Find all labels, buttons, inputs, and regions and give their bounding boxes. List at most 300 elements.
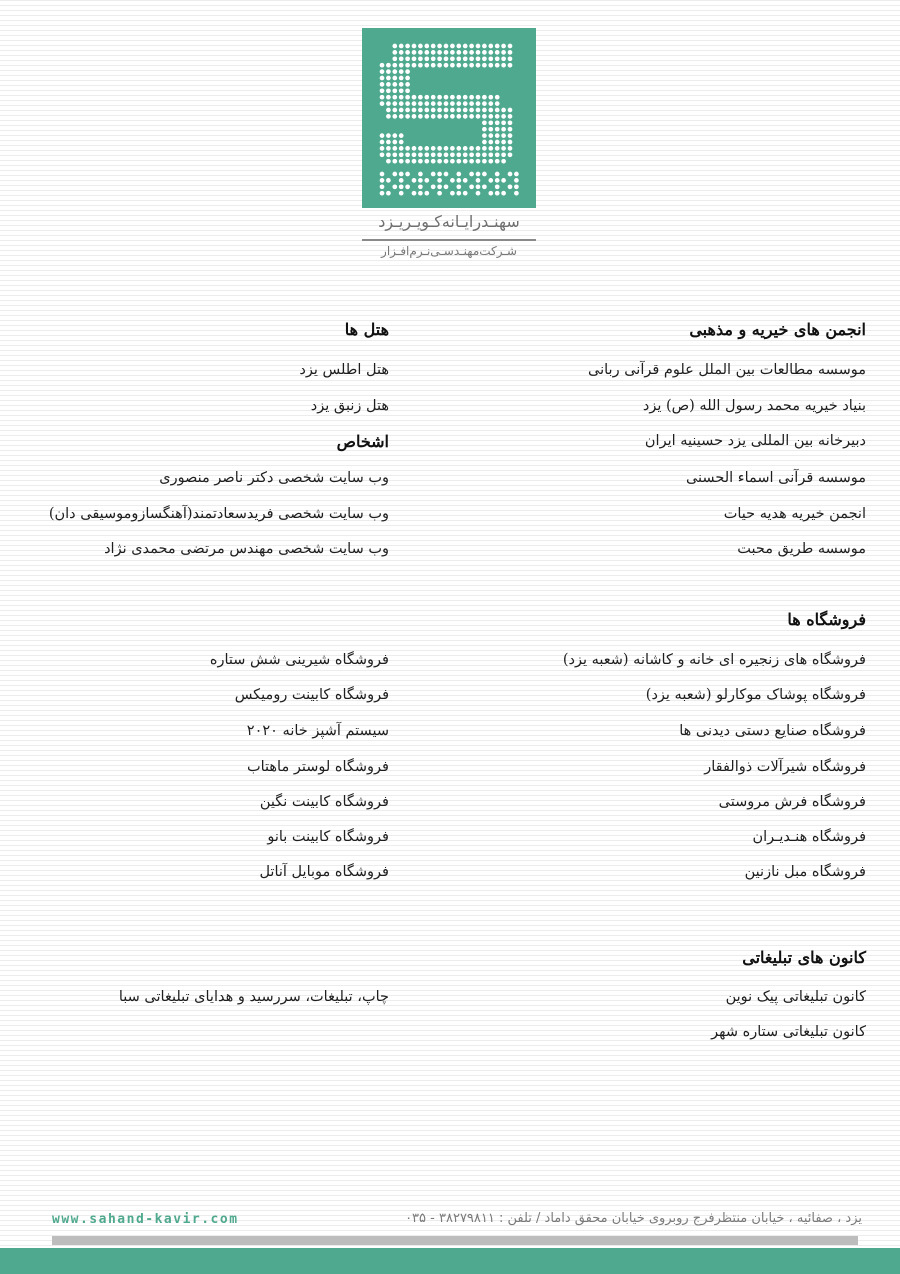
logo-dot (469, 56, 474, 61)
logo-dot (380, 88, 385, 93)
logo-dot (392, 44, 397, 49)
logo-dot (399, 114, 404, 119)
logo-dot (463, 44, 468, 49)
logo-dot (495, 63, 500, 68)
logo-dot (399, 82, 404, 87)
logo-dot (418, 50, 423, 55)
logo-dot (456, 152, 461, 157)
logo-dot (392, 95, 397, 100)
list-item: وب سایت شخصی مهندس مرتضی محمدی نژاد (104, 541, 389, 557)
logo-dot (508, 114, 513, 119)
logo-dot (444, 44, 449, 49)
logo-dot (482, 63, 487, 68)
logo-dot (437, 152, 442, 157)
logo-dot (399, 69, 404, 74)
logo-dot (469, 184, 474, 189)
logo-dot (476, 101, 481, 106)
logo-dot (456, 146, 461, 151)
logo-dot (418, 191, 423, 196)
logo-dot (399, 95, 404, 100)
list-item: موسسه مطالعات بین الملل علوم قرآنی ربانی (588, 362, 866, 378)
list-item: بنیاد خیریه محمد رسول الله (ص) یزد (642, 398, 866, 414)
logo-dot (412, 63, 417, 68)
logo-dot (488, 63, 493, 68)
logo-dot (476, 44, 481, 49)
logo-dot (450, 108, 455, 113)
logo-dot (431, 184, 436, 189)
logo-dot (380, 101, 385, 106)
logo-dot (508, 56, 513, 61)
logo-dot (469, 152, 474, 157)
brand-subtitle: شـرکت‌مهنـدسـی‌نـرم‌افـزار (381, 244, 517, 258)
logo-dot (431, 114, 436, 119)
logo-dot (424, 101, 429, 106)
logo-dot (476, 184, 481, 189)
logo-dot (399, 76, 404, 81)
brand-name: سهنـدرایـانه‌کـویـریـزد (378, 212, 520, 231)
logo-dot (424, 178, 429, 183)
logo-dot (476, 63, 481, 68)
logo-dot (444, 63, 449, 68)
logo-dot (508, 50, 513, 55)
logo-dot (463, 50, 468, 55)
logo-dot (456, 184, 461, 189)
logo-dot (437, 114, 442, 119)
logo-dot (482, 152, 487, 157)
logo-dot (392, 114, 397, 119)
logo-dot (488, 159, 493, 164)
logo-dot (488, 50, 493, 55)
logo-dot (444, 50, 449, 55)
logo-dot (399, 184, 404, 189)
logo-dot (469, 114, 474, 119)
logo-dot (469, 95, 474, 100)
logo-dot (424, 44, 429, 49)
logo-dot (380, 191, 385, 196)
logo-dot (501, 63, 506, 68)
logo-dot (386, 140, 391, 145)
logo-dot (431, 63, 436, 68)
logo-dot (431, 146, 436, 151)
logo-dot (488, 178, 493, 183)
logo-dot (495, 44, 500, 49)
logo-dot (392, 159, 397, 164)
logo-dot (495, 114, 500, 119)
list-item: چاپ، تبلیغات، سررسید و هدایای تبلیغاتی سبا (118, 989, 389, 1005)
logo-dot (482, 101, 487, 106)
logo-dot (431, 56, 436, 61)
logo-dot (399, 101, 404, 106)
list-item: فروشگاه شیرآلات ذوالفقار (704, 759, 866, 775)
logo-dot (482, 120, 487, 125)
logo-dot (508, 152, 513, 157)
logo-dot (424, 56, 429, 61)
logo-dot (495, 127, 500, 132)
logo-dot (495, 50, 500, 55)
logo-dot (501, 146, 506, 151)
list-item: سیستم آشپز خانه ۲۰۲۰ (246, 723, 389, 739)
section-heading-persons: اشخاص (336, 432, 389, 451)
logo-dot (386, 88, 391, 93)
logo-dot (463, 56, 468, 61)
list-item: موسسه قرآنی اسماء الحسنی (685, 470, 866, 486)
logo-dot (392, 101, 397, 106)
logo-dot (431, 95, 436, 100)
logo-dot (405, 101, 410, 106)
logo-dot (437, 63, 442, 68)
logo-dot (495, 95, 500, 100)
list-item: فروشگاه هنـدیـران (752, 829, 866, 845)
logo-dot (392, 88, 397, 93)
logo-dot (380, 140, 385, 145)
logo-dot (469, 101, 474, 106)
logo-dot (456, 178, 461, 183)
logo-dot (444, 114, 449, 119)
logo-dot (405, 159, 410, 164)
logo-dot (488, 44, 493, 49)
logo-dot (412, 44, 417, 49)
logo-dot (405, 152, 410, 157)
logo-dot (405, 88, 410, 93)
logo-dot (501, 127, 506, 132)
logo-dot (431, 50, 436, 55)
logo-dot (418, 95, 423, 100)
contact-address: یزد ، صفائیه ، خیابان منتظرفرج روبروی خیابان محقق داماد / تلفن : ۳۸۲۷۹۸۱۱ - ۰۳۵ (405, 1211, 862, 1226)
logo-dot (399, 56, 404, 61)
logo-dot (456, 50, 461, 55)
logo-dot (463, 101, 468, 106)
logo-dot (456, 172, 461, 177)
logo-dot (476, 172, 481, 177)
logo-dot (501, 159, 506, 164)
logo-dot (392, 76, 397, 81)
logo-dot (437, 172, 442, 177)
logo-dot (380, 146, 385, 151)
logo-dot (424, 108, 429, 113)
logo-dot (444, 159, 449, 164)
brand-divider (362, 239, 536, 241)
logo-dot (488, 120, 493, 125)
logo-dot (412, 146, 417, 151)
logo-dot (508, 184, 513, 189)
logo-dot (424, 146, 429, 151)
list-item: دبیرخانه بین المللی یزد حسینیه ایران (644, 433, 866, 449)
logo-dot (456, 108, 461, 113)
logo-dot (418, 172, 423, 177)
logo-dot (380, 76, 385, 81)
logo-dot (412, 50, 417, 55)
footer-band (0, 1248, 900, 1274)
section-heading-advertising: کانون های تبلیغاتی (742, 948, 866, 967)
logo-dot (444, 56, 449, 61)
section-heading-stores: فروشگاه ها (787, 610, 866, 629)
logo-dot (508, 133, 513, 138)
logo-dot (405, 50, 410, 55)
logo-dot (488, 140, 493, 145)
logo-dot (463, 95, 468, 100)
logo-dot (488, 146, 493, 151)
logo-dot (495, 108, 500, 113)
logo-dot (386, 63, 391, 68)
logo-dot (476, 56, 481, 61)
logo-dot (392, 56, 397, 61)
list-item: فروشگاه کابینت بانو (267, 829, 389, 845)
logo-dot (405, 114, 410, 119)
logo-dot (437, 159, 442, 164)
logo-dot (392, 69, 397, 74)
logo-dot (482, 159, 487, 164)
logo-dot (476, 191, 481, 196)
logo-dot (488, 114, 493, 119)
logo-dot (501, 44, 506, 49)
logo-dot (386, 146, 391, 151)
logo-dot (437, 178, 442, 183)
logo-dot (399, 172, 404, 177)
logo-dot (450, 114, 455, 119)
list-item: فروشگاه کابینت نگین (259, 794, 389, 810)
logo-dot (444, 146, 449, 151)
logo-dot (431, 44, 436, 49)
logo-dot (418, 114, 423, 119)
logo-dot (482, 114, 487, 119)
logo-dot (380, 63, 385, 68)
logo-dot (437, 146, 442, 151)
section-heading-hotels: هتل ها (344, 320, 389, 339)
logo-dot (456, 101, 461, 106)
logo-dot (431, 152, 436, 157)
logo-dot (386, 95, 391, 100)
logo-dot (412, 152, 417, 157)
logo-dot (386, 133, 391, 138)
logo-dot (437, 50, 442, 55)
logo-dot (463, 108, 468, 113)
list-item: فروشگاه صنایع دستی دیدنی ها (679, 723, 866, 739)
logo-dot (405, 108, 410, 113)
logo-dot (495, 133, 500, 138)
logo-dot (495, 152, 500, 157)
logo-dot (469, 44, 474, 49)
list-item: انجمن خیریه هدیه حیات (723, 506, 866, 522)
logo-dot (482, 172, 487, 177)
logo-dot (386, 191, 391, 196)
logo-dot (456, 63, 461, 68)
list-item: فروشگاه لوستر ماهتاب (246, 759, 389, 775)
logo-dot (456, 114, 461, 119)
logo-dot (450, 50, 455, 55)
list-item: وب سایت شخصی فریدسعادتمند(آهنگسازوموسیقی دان) (48, 506, 389, 522)
logo-dot (450, 146, 455, 151)
logo-dot (412, 108, 417, 113)
logo-dot (380, 82, 385, 87)
logo-dot (501, 133, 506, 138)
logo-dot (380, 178, 385, 183)
footer-divider-bar (52, 1236, 858, 1245)
list-item: فروشگاه های زنجیره ای خانه و کاشانه (شعبه یزد) (562, 652, 866, 668)
section-heading-charity: انجمن های خیریه و مذهبی (689, 320, 866, 339)
logo-dot (488, 191, 493, 196)
logo-dot (444, 184, 449, 189)
logo-dot (482, 127, 487, 132)
logo-dot (469, 172, 474, 177)
logo-dot (386, 178, 391, 183)
logo-dot (476, 95, 481, 100)
logo-dot (450, 56, 455, 61)
logo-dot (501, 120, 506, 125)
list-item: فروشگاه فرش مروستی (718, 794, 866, 810)
logo-dot (482, 44, 487, 49)
logo-dot (399, 133, 404, 138)
logo-dot (424, 114, 429, 119)
logo-dot (412, 191, 417, 196)
logo-dot (476, 50, 481, 55)
logo-dot (488, 101, 493, 106)
logo-dot (463, 114, 468, 119)
logo-dot (488, 56, 493, 61)
logo-dot (495, 184, 500, 189)
logo-dot (405, 82, 410, 87)
logo-dot (399, 191, 404, 196)
logo-dot (405, 56, 410, 61)
list-item: کانون تبلیغاتی پیک نوین (725, 989, 866, 1005)
logo-dot (386, 82, 391, 87)
logo-dot (418, 184, 423, 189)
logo-dot (405, 69, 410, 74)
logo-dot (431, 172, 436, 177)
logo-dot (418, 146, 423, 151)
logo-dot (405, 44, 410, 49)
logo-dot (380, 184, 385, 189)
logo-dot (482, 56, 487, 61)
logo-dot (386, 159, 391, 164)
logo-dot (514, 184, 519, 189)
logo-dot (444, 95, 449, 100)
logo-dot (437, 56, 442, 61)
logo-dot (418, 159, 423, 164)
logo-dot (399, 44, 404, 49)
logo-dot (469, 159, 474, 164)
logo-dot (399, 63, 404, 68)
logo-dot (437, 108, 442, 113)
logo-dot (495, 191, 500, 196)
logo-dot (431, 108, 436, 113)
logo-dot (418, 44, 423, 49)
logo-dot (501, 178, 506, 183)
logo-dot (456, 95, 461, 100)
logo-dot (431, 101, 436, 106)
logo-dot (431, 159, 436, 164)
logo-dot (399, 152, 404, 157)
logo-dot (418, 101, 423, 106)
logo-dot (380, 69, 385, 74)
logo-dot (482, 108, 487, 113)
logo-dot (508, 120, 513, 125)
logo-dot (424, 191, 429, 196)
logo-dot (469, 146, 474, 151)
logo-dot (482, 95, 487, 100)
logo-dot (412, 159, 417, 164)
logo-dot (386, 76, 391, 81)
logo-dot (399, 159, 404, 164)
logo-dot (508, 44, 513, 49)
logo-dot (450, 152, 455, 157)
logo-dot (386, 152, 391, 157)
logo-dot (392, 184, 397, 189)
logo-dot (392, 172, 397, 177)
logo-dot (437, 95, 442, 100)
logo-dot (508, 172, 513, 177)
logo-dot (508, 63, 513, 68)
list-item: فروشگاه کابینت رومیکس (234, 687, 389, 703)
logo-dot (476, 114, 481, 119)
logo-dot (463, 159, 468, 164)
list-item: هتل زنبق یزد (310, 398, 389, 414)
logo-dot (399, 140, 404, 145)
logo-dot (380, 172, 385, 177)
logo-dot (392, 63, 397, 68)
logo-dot (418, 108, 423, 113)
logo-dot (469, 50, 474, 55)
logo-dot (508, 146, 513, 151)
logo-dot (418, 152, 423, 157)
logo-dot (450, 159, 455, 164)
logo-dot (488, 95, 493, 100)
logo-dot (476, 146, 481, 151)
logo-dot (399, 88, 404, 93)
logo-dot (469, 63, 474, 68)
logo-dot (399, 178, 404, 183)
dotted-s-logo-icon (362, 28, 536, 208)
logo-dot (501, 56, 506, 61)
logo-dot (488, 133, 493, 138)
logo-dot (405, 63, 410, 68)
logo-dot (463, 146, 468, 151)
logo-dot (450, 178, 455, 183)
logo-dot (501, 108, 506, 113)
logo-dot (450, 191, 455, 196)
logo-dot (380, 152, 385, 157)
logo-dot (456, 159, 461, 164)
company-logo (362, 28, 536, 208)
logo-dot (412, 95, 417, 100)
logo-dot (412, 114, 417, 119)
logo-dot (501, 50, 506, 55)
logo-dot (488, 152, 493, 157)
logo-dot (412, 178, 417, 183)
logo-dot (463, 63, 468, 68)
list-item: فروشگاه مبل نازنین (744, 864, 866, 880)
logo-dot (437, 44, 442, 49)
logo-dot (456, 44, 461, 49)
logo-dot (463, 178, 468, 183)
logo-dot (456, 56, 461, 61)
logo-dot (495, 120, 500, 125)
logo-dot (476, 108, 481, 113)
logo-dot (418, 178, 423, 183)
logo-dot (444, 172, 449, 177)
logo-dot (399, 108, 404, 113)
logo-dot (386, 101, 391, 106)
logo-dot (482, 140, 487, 145)
website-link[interactable]: www.sahand-kavir.com (52, 1212, 239, 1227)
logo-dot (418, 56, 423, 61)
logo-dot (437, 184, 442, 189)
logo-dot (444, 101, 449, 106)
logo-dot (405, 95, 410, 100)
list-item: کانون تبلیغاتی ستاره شهر (711, 1024, 866, 1040)
logo-dot (424, 50, 429, 55)
logo-dot (386, 69, 391, 74)
logo-dot (412, 101, 417, 106)
